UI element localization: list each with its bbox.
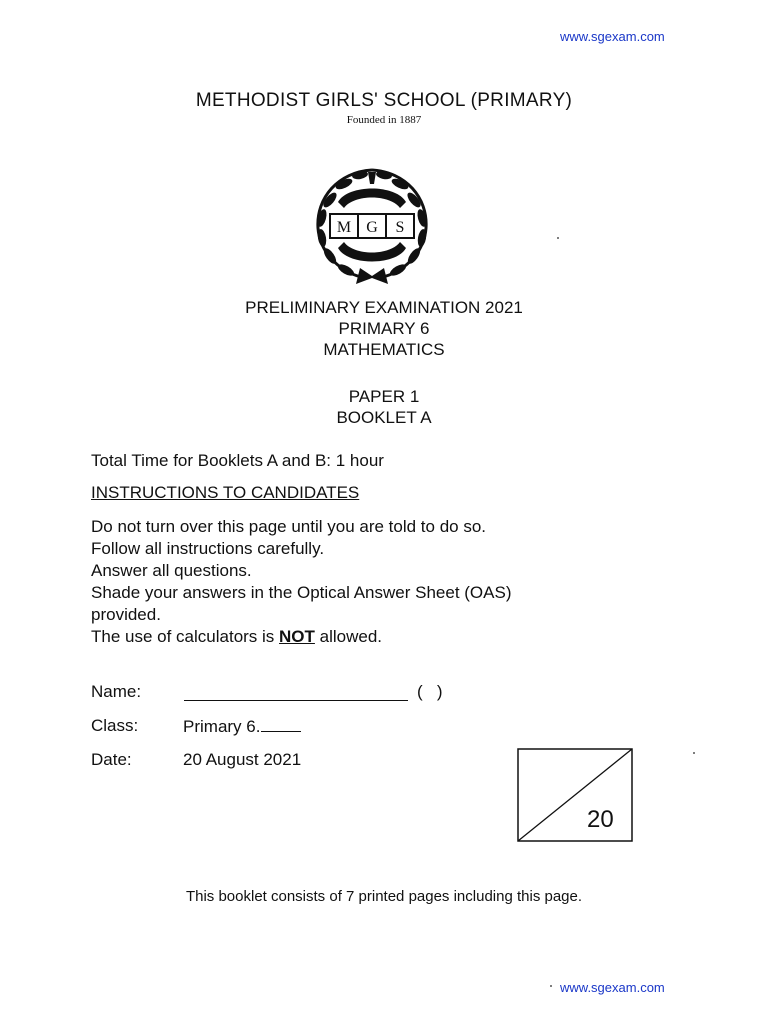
instruction-line: Shade your answers in the Optical Answer Sheet (OAS) [91, 583, 512, 602]
not-emphasis: NOT [279, 627, 315, 646]
school-name: METHODIST GIRLS' SCHOOL (PRIMARY) [195, 90, 573, 111]
crest-letter-g: G [366, 219, 378, 236]
founded-text: Founded in 1887 [346, 114, 422, 126]
instruction-line: Answer all questions. [91, 561, 252, 580]
crest-letter-s: S [395, 219, 405, 236]
class-value [183, 716, 301, 737]
booklet-label: BOOKLET A [336, 408, 432, 427]
date-label: Date: [91, 750, 132, 769]
website-link-bottom[interactable]: www.sgexam.com [560, 980, 665, 995]
instruction-line: provided. [91, 605, 161, 624]
paper-block [0, 386, 768, 428]
total-marks: 20 [587, 806, 614, 833]
total-time: Total Time for Booklets A and B: 1 hour [91, 451, 384, 470]
scan-speck [557, 237, 559, 239]
class-blank-line[interactable] [261, 716, 301, 732]
booklet-pages-note: This booklet consists of 7 printed pages including this page. [185, 888, 583, 905]
website-link-top[interactable]: www.sgexam.com [560, 29, 665, 44]
paper-number: PAPER 1 [348, 387, 420, 406]
date-value: 20 August 2021 [183, 750, 302, 769]
instruction-line-calculators [91, 626, 511, 648]
exam-title-block [0, 297, 768, 360]
exam-title: PRELIMINARY EXAMINATION 2021 [245, 298, 523, 317]
instruction-text: The use of calculators is [91, 627, 280, 646]
score-box [517, 748, 633, 842]
instruction-line: Do not turn over this page until you are told to do so. [91, 517, 487, 536]
class-label: Class: [91, 716, 139, 735]
instruction-line: Follow all instructions carefully. [91, 539, 325, 558]
exam-subject: MATHEMATICS [323, 340, 445, 359]
instructions-heading: INSTRUCTIONS TO CANDIDATES [91, 483, 360, 502]
exam-level: PRIMARY 6 [338, 319, 430, 338]
name-blank-line[interactable] [184, 700, 408, 701]
crest-letter-m: M [336, 219, 352, 236]
scan-speck [693, 752, 695, 754]
school-crest-logo [308, 162, 436, 288]
instruction-text: allowed. [314, 627, 383, 646]
scan-speck [550, 985, 552, 987]
name-label: Name: [91, 682, 142, 701]
instructions-list [91, 516, 511, 648]
index-number-parentheses: ( ) [417, 682, 443, 701]
class-value-text: Primary 6. [183, 717, 261, 736]
